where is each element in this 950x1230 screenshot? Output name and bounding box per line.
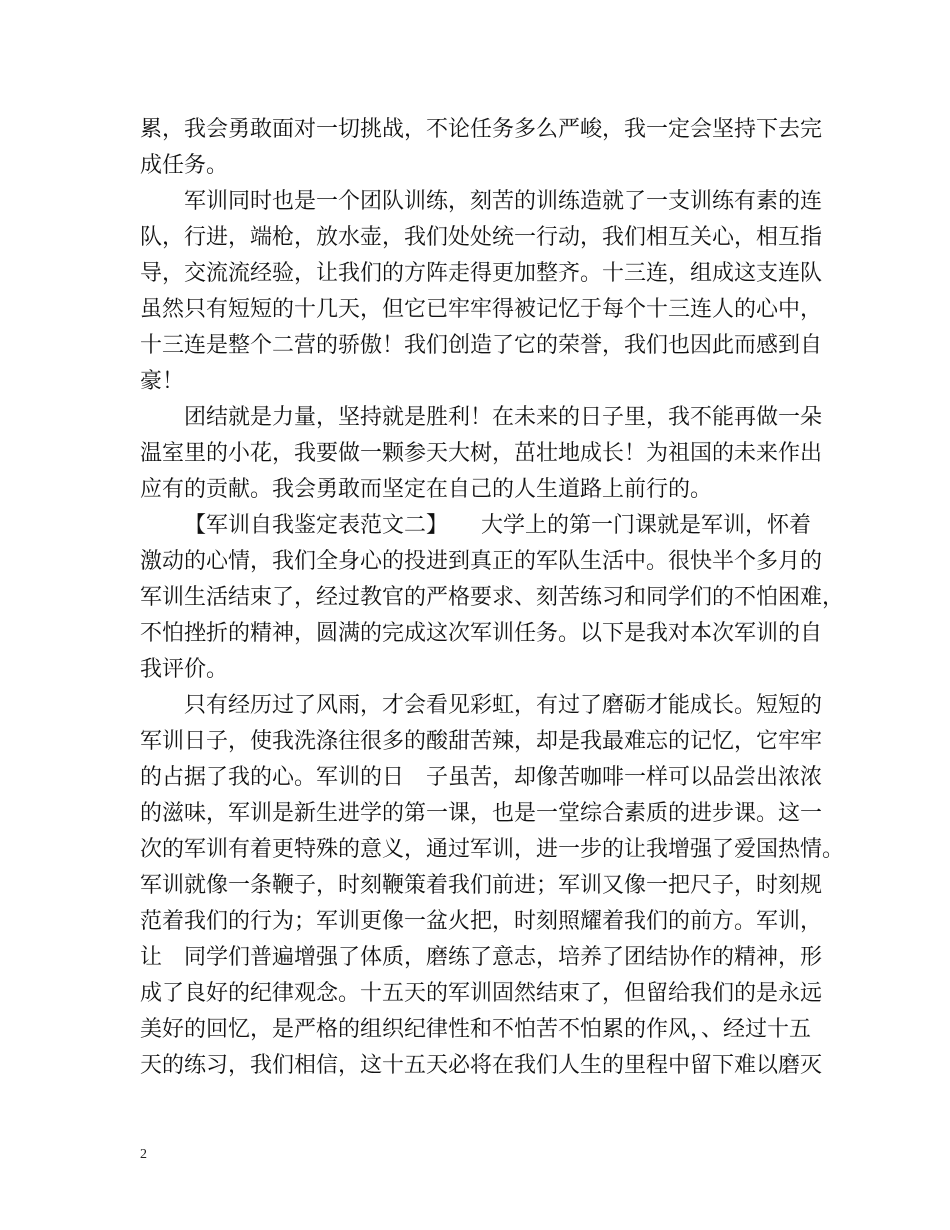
text-line: 的占据了我的心。军训的日 子虽苦，却像苦咖啡一样可以品尝出浓浓 — [140, 765, 823, 790]
text-line: 应有的贡献。我会勇敢而坚定在自己的人生道路上前行的。 — [140, 477, 713, 502]
text-line: 我评价。 — [140, 657, 229, 682]
text-line: 导，交流流经验，让我们的方阵走得更加整齐。十三连，组成这支连队 — [140, 261, 823, 286]
text-line: 累，我会勇敢面对一切挑战，不论任务多么严峻，我一定会坚持下去完 — [140, 117, 823, 142]
text-line: 军训生活结束了，经过教官的严格要求、刻苦练习和同学们的不怕困难， — [140, 585, 845, 610]
text-line: 军训日子，使我洗涤往很多的酸甜苦辣，却是我最难忘的记忆，它牢牢 — [140, 729, 823, 754]
text-line: 十三连是整个二营的骄傲！我们创造了它的荣誉，我们也因此而感到自 — [140, 333, 823, 358]
text-line: 团结就是力量，坚持就是胜利！在未来的日子里，我不能再做一朵 — [184, 405, 823, 430]
text-line: 美好的回忆，是严格的组织纪律性和不怕苦不怕累的作风，、经过十五 — [140, 1017, 812, 1042]
text-line: 让 同学们普遍增强了体质，磨练了意志，培养了团结协作的精神，形 — [140, 945, 823, 970]
text-line: 温室里的小花，我要做一颗参天大树，茁壮地成长！为祖国的未来作出 — [140, 441, 823, 466]
text-line: 虽然只有短短的十几天，但它已牢牢得被记忆于每个十三连人的心中， — [140, 297, 823, 322]
text-line: 激动的心情，我们全身心的投进到真正的军队生活中。很快半个多月的 — [140, 549, 823, 574]
text-line: 军训同时也是一个团队训练，刻苦的训练造就了一支训练有素的连 — [184, 189, 823, 214]
page-number: 2 — [140, 1147, 147, 1162]
text-line: 队，行进，端枪，放水壶，我们处处统一行动，我们相互关心，相互指 — [140, 225, 823, 250]
text-line: 天的练习，我们相信，这十五天必将在我们人生的里程中留下难以磨灭 — [140, 1053, 823, 1078]
text-line: 成了良好的纪律观念。十五天的军训固然结束了，但留给我们的是永远 — [140, 981, 823, 1006]
text-line: 成任务。 — [140, 153, 229, 178]
text-line: 只有经历过了风雨，才会看见彩虹，有过了磨砺才能成长。短短的 — [184, 693, 823, 718]
text-line: 的滋味，军训是新生进学的第一课，也是一堂综合素质的进步课。这一 — [140, 801, 823, 826]
text-line: 军训就像一条鞭子，时刻鞭策着我们前进；军训又像一把尺子，时刻规 — [140, 873, 823, 898]
text-line: 不怕挫折的精神，圆满的完成这次军训任务。以下是我对本次军训的自 — [140, 621, 823, 646]
text-line: 豪！ — [140, 369, 185, 394]
body-text — [140, 112, 845, 1084]
text-line: 【军训自我鉴定表范文二】 大学上的第一门课就是军训，怀着 — [184, 513, 812, 538]
text-line: 范着我们的行为；军训更像一盆火把，时刻照耀着我们的前方。军训， — [140, 909, 823, 934]
text-line: 次的军训有着更特殊的意义，通过军训，进一步的让我增强了爱国热情。 — [140, 837, 845, 862]
